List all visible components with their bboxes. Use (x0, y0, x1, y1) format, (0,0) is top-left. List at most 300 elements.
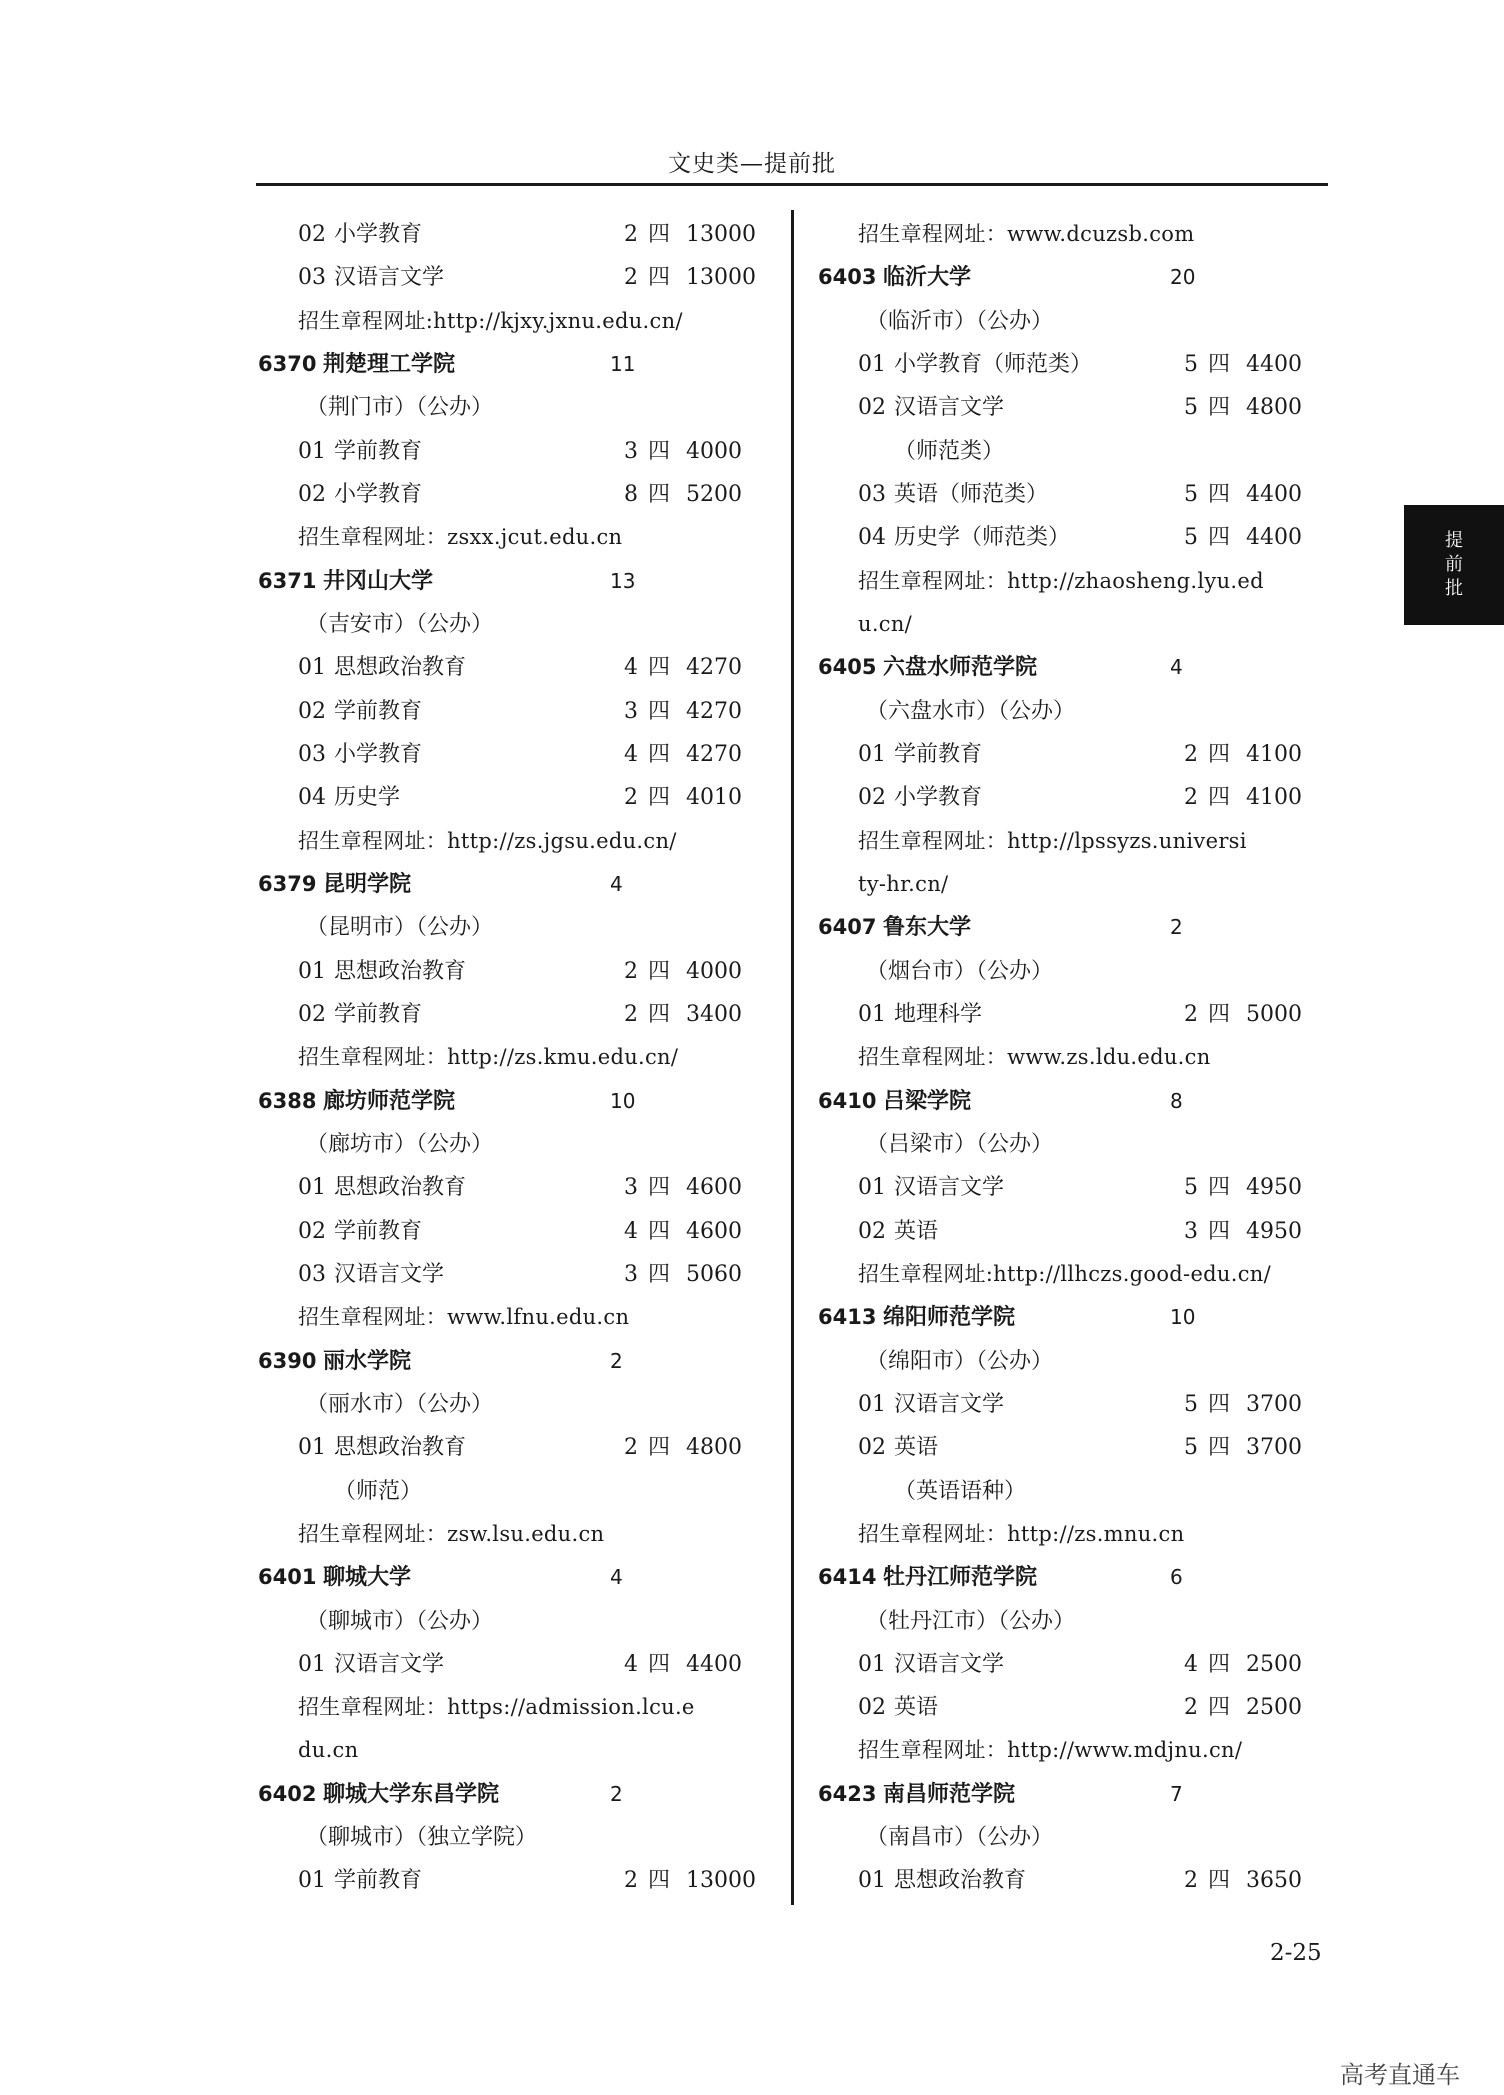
major-note-text: （师范类） (894, 438, 1005, 464)
school-entry (818, 256, 1328, 299)
major-row (258, 950, 763, 993)
section-side-tab (1404, 505, 1504, 625)
major-years: 四 (648, 1001, 671, 1027)
major-row (818, 343, 1328, 386)
admission-url (818, 560, 1328, 603)
major-note-text: （师范） (334, 1478, 423, 1504)
major-number: 01 (298, 655, 326, 681)
major-years: 四 (648, 958, 671, 984)
major-years: 四 (648, 785, 671, 811)
admission-url-text: 招生章程网址：zsxx.jcut.edu.cn (298, 525, 623, 550)
major-name: 汉语言文学 (894, 1651, 1005, 1677)
major-years: 四 (648, 481, 671, 507)
major-number: 01 (298, 1175, 326, 1201)
major-name: 学前教育 (334, 1868, 423, 1894)
school-entry (818, 1296, 1328, 1339)
major-years: 四 (648, 1218, 671, 1244)
major-name: 汉语言文学 (334, 265, 445, 291)
major-name: 学前教育 (334, 438, 423, 464)
school-entry (258, 560, 763, 603)
location-text: （廊坊市）（公办） (306, 1131, 494, 1157)
school-total-quota: 2 (1170, 915, 1183, 940)
school-name: 绵阳师范学院 (883, 1305, 1016, 1331)
admission-url-text: u.cn/ (858, 611, 913, 636)
major-years: 四 (648, 1261, 671, 1287)
school-name: 昆明学院 (323, 871, 412, 897)
major-fee: 5000 (1246, 1001, 1302, 1027)
major-quota: 5 (1184, 1175, 1198, 1201)
school-location (818, 1600, 1328, 1643)
school-location (818, 1816, 1328, 1859)
school-location (258, 1600, 763, 1643)
major-number: 03 (298, 265, 326, 291)
admission-url-text: 招生章程网址：http://zs.mnu.cn (858, 1521, 1185, 1546)
school-total-quota: 13 (610, 568, 636, 593)
major-quota: 8 (624, 481, 638, 507)
major-fee: 3700 (1246, 1391, 1302, 1417)
major-row (258, 1166, 763, 1209)
major-quota: 2 (1184, 1868, 1198, 1894)
school-location (818, 690, 1328, 733)
major-number: 01 (858, 1391, 886, 1417)
major-name: 学前教育 (334, 1001, 423, 1027)
major-row (818, 516, 1328, 559)
major-quota: 2 (624, 785, 638, 811)
major-fee: 4600 (686, 1175, 742, 1201)
school-code: 6402 (258, 1781, 317, 1806)
major-fee: 4270 (686, 655, 742, 681)
school-code: 6423 (818, 1781, 877, 1806)
admission-url-text: ty-hr.cn/ (858, 871, 949, 896)
major-row (818, 473, 1328, 516)
major-years: 四 (1208, 1695, 1231, 1721)
school-entry (258, 1080, 763, 1123)
school-code: 6403 (818, 265, 877, 290)
school-total-quota: 4 (610, 1565, 623, 1590)
school-total-quota: 7 (1170, 1781, 1183, 1806)
location-text: （绵阳市）（公办） (866, 1348, 1054, 1374)
major-fee: 13000 (686, 1868, 756, 1894)
major-years: 四 (648, 438, 671, 464)
major-row (258, 1643, 763, 1686)
major-fee: 4100 (1246, 741, 1302, 767)
school-total-quota: 4 (610, 871, 623, 896)
major-number: 02 (858, 785, 886, 811)
admission-url (818, 213, 1328, 256)
major-quota: 2 (1184, 741, 1198, 767)
location-text: （六盘水市）（公办） (866, 698, 1076, 724)
major-number: 01 (298, 1868, 326, 1894)
school-total-quota: 2 (610, 1781, 623, 1806)
admission-url (818, 1036, 1328, 1079)
school-name: 牡丹江师范学院 (883, 1565, 1038, 1591)
major-years: 四 (648, 741, 671, 767)
major-number: 01 (858, 741, 886, 767)
school-entry (258, 1773, 763, 1816)
major-quota: 2 (624, 222, 638, 247)
major-number: 01 (858, 1001, 886, 1027)
school-entry (258, 343, 763, 386)
major-row (258, 213, 763, 256)
school-name: 丽水学院 (323, 1348, 412, 1374)
major-fee: 4270 (686, 741, 742, 767)
major-years: 四 (1208, 1001, 1231, 1027)
major-fee: 3650 (1246, 1868, 1302, 1894)
major-name: 小学教育 (334, 222, 423, 247)
major-quota: 5 (1184, 1435, 1198, 1461)
school-total-quota: 20 (1170, 265, 1196, 290)
school-entry (258, 1340, 763, 1383)
school-name: 聊城大学东昌学院 (323, 1781, 500, 1807)
major-name: 英语 (894, 1435, 939, 1461)
school-total-quota: 11 (610, 351, 636, 376)
school-total-quota: 4 (1170, 655, 1183, 680)
major-quota: 2 (624, 1001, 638, 1027)
major-name: 历史学（师范类） (894, 525, 1071, 551)
major-years: 四 (648, 1175, 671, 1201)
location-text: （荆门市）（公办） (306, 395, 494, 421)
major-years: 四 (648, 1435, 671, 1461)
major-fee: 4400 (686, 1651, 742, 1677)
school-entry (818, 646, 1328, 689)
major-number: 02 (858, 1218, 886, 1244)
admission-url-text: 招生章程网址:http://kjxy.jxnu.edu.cn/ (298, 308, 683, 333)
major-fee: 2500 (1246, 1651, 1302, 1677)
school-name: 井冈山大学 (323, 568, 434, 594)
location-text: （昆明市）（公办） (306, 915, 494, 941)
major-number: 01 (858, 1175, 886, 1201)
major-row (258, 430, 763, 473)
admission-url-text: 招生章程网址：www.lfnu.edu.cn (298, 1305, 630, 1330)
major-fee: 4800 (1246, 395, 1302, 421)
location-text: （烟台市）（公办） (866, 958, 1054, 984)
major-years: 四 (1208, 1175, 1231, 1201)
major-name: 小学教育 (334, 741, 423, 767)
major-years: 四 (1208, 785, 1231, 811)
major-row (258, 776, 763, 819)
school-location (818, 300, 1328, 343)
major-quota: 4 (624, 1218, 638, 1244)
major-number: 02 (298, 481, 326, 507)
admission-url (818, 1253, 1328, 1296)
admission-url-text: 招生章程网址：http://zs.kmu.edu.cn/ (298, 1045, 679, 1070)
major-fee: 3400 (686, 1001, 742, 1027)
major-number: 04 (858, 525, 886, 551)
school-code: 6401 (258, 1565, 317, 1590)
location-text: （吉安市）（公办） (306, 611, 494, 637)
major-name: 思想政治教育 (334, 1435, 467, 1461)
major-name: 地理科学 (894, 1001, 983, 1027)
major-number: 02 (858, 1695, 886, 1721)
admission-url-continued (818, 603, 1328, 646)
school-name: 鲁东大学 (883, 915, 972, 941)
major-number: 01 (858, 1868, 886, 1894)
school-code: 6388 (258, 1088, 317, 1113)
major-number: 02 (298, 698, 326, 724)
major-fee: 4400 (1246, 481, 1302, 507)
school-location (258, 603, 763, 646)
school-location (818, 950, 1328, 993)
major-fee: 4100 (1246, 785, 1302, 811)
major-quota: 2 (624, 1435, 638, 1461)
major-row (258, 1210, 763, 1253)
major-name: 小学教育（师范类） (894, 351, 1093, 377)
school-entry (818, 1773, 1328, 1816)
major-fee: 4600 (686, 1218, 742, 1244)
major-row (818, 1686, 1328, 1729)
location-text: （丽水市）（公办） (306, 1391, 494, 1417)
major-row (818, 993, 1328, 1036)
school-code: 6390 (258, 1348, 317, 1373)
admission-url (258, 1296, 763, 1339)
major-row (258, 1253, 763, 1296)
school-code: 6410 (818, 1088, 877, 1113)
major-note-text: （英语语种） (894, 1478, 1027, 1504)
admission-url (818, 1729, 1328, 1772)
major-row (258, 993, 763, 1036)
admission-url (258, 516, 763, 559)
major-number: 02 (298, 222, 326, 247)
side-tab-char: 批 (1445, 578, 1463, 599)
major-note (258, 1470, 763, 1513)
major-name: 汉语言文学 (334, 1651, 445, 1677)
major-quota: 3 (624, 1175, 638, 1201)
school-location (818, 1340, 1328, 1383)
school-name: 六盘水师范学院 (883, 655, 1038, 681)
location-text: （聊城市）（公办） (306, 1608, 494, 1634)
major-number: 03 (298, 741, 326, 767)
major-fee: 4270 (686, 698, 742, 724)
major-years: 四 (1208, 1868, 1231, 1894)
major-quota: 3 (1184, 1218, 1198, 1244)
header-rule (256, 183, 1328, 186)
major-years: 四 (1208, 741, 1231, 767)
major-name: 汉语言文学 (894, 395, 1005, 421)
school-code: 6413 (818, 1305, 877, 1330)
major-name: 英语 (894, 1218, 939, 1244)
major-years: 四 (1208, 351, 1231, 377)
major-row (258, 646, 763, 689)
major-quota: 2 (1184, 1695, 1198, 1721)
major-row (818, 1643, 1328, 1686)
major-fee: 4950 (1246, 1175, 1302, 1201)
page-number: 2-25 (1270, 1940, 1322, 1966)
admission-url-text: du.cn (298, 1738, 359, 1763)
major-fee: 13000 (686, 265, 756, 291)
major-name: 汉语言文学 (334, 1261, 445, 1287)
major-fee: 13000 (686, 222, 756, 247)
major-quota: 2 (1184, 785, 1198, 811)
school-name: 荆楚理工学院 (323, 351, 456, 377)
major-fee: 3700 (1246, 1435, 1302, 1461)
location-text: （吕梁市）（公办） (866, 1131, 1054, 1157)
major-quota: 3 (624, 698, 638, 724)
major-years: 四 (1208, 1218, 1231, 1244)
major-years: 四 (1208, 1391, 1231, 1417)
major-row (818, 1859, 1328, 1902)
major-name: 历史学 (334, 785, 401, 811)
major-number: 01 (298, 1435, 326, 1461)
major-years: 四 (648, 698, 671, 724)
major-years: 四 (1208, 395, 1231, 421)
major-fee: 4800 (686, 1435, 742, 1461)
major-name: 学前教育 (334, 698, 423, 724)
major-name: 思想政治教育 (334, 655, 467, 681)
major-number: 01 (858, 351, 886, 377)
major-row (258, 690, 763, 733)
major-years: 四 (648, 1651, 671, 1677)
major-number: 01 (298, 958, 326, 984)
major-years: 四 (1208, 525, 1231, 551)
major-quota: 4 (624, 741, 638, 767)
major-years: 四 (1208, 481, 1231, 507)
admission-url-text: 招生章程网址：http://lpssyzs.universi (858, 828, 1247, 853)
major-fee: 4950 (1246, 1218, 1302, 1244)
location-text: （聊城市）（独立学院） (306, 1825, 538, 1851)
major-years: 四 (648, 265, 671, 291)
admission-url (258, 300, 763, 343)
school-total-quota: 6 (1170, 1565, 1183, 1590)
major-number: 02 (298, 1001, 326, 1027)
major-number: 02 (298, 1218, 326, 1244)
school-location (258, 1123, 763, 1166)
major-fee: 4400 (1246, 351, 1302, 377)
school-entry (258, 1556, 763, 1599)
admission-url-text: 招生章程网址：http://zhaosheng.lyu.ed (858, 568, 1264, 593)
school-code: 6407 (818, 915, 877, 940)
school-total-quota: 8 (1170, 1088, 1183, 1113)
major-row (818, 1210, 1328, 1253)
major-quota: 5 (1184, 351, 1198, 377)
school-name: 聊城大学 (323, 1565, 412, 1591)
major-fee: 4010 (686, 785, 742, 811)
major-quota: 4 (624, 655, 638, 681)
major-quota: 4 (1184, 1651, 1198, 1677)
major-row (258, 733, 763, 776)
admission-url-text: 招生章程网址：http://www.mdjnu.cn/ (858, 1738, 1243, 1763)
major-quota: 5 (1184, 1391, 1198, 1417)
location-text: （牡丹江市）（公办） (866, 1608, 1076, 1634)
major-quota: 5 (1184, 481, 1198, 507)
admission-url-text: 招生章程网址：http://zs.jgsu.edu.cn/ (298, 828, 677, 853)
major-name: 学前教育 (334, 1218, 423, 1244)
major-quota: 5 (1184, 395, 1198, 421)
major-quota: 3 (624, 1261, 638, 1287)
right-column (818, 213, 1328, 1903)
major-row (818, 776, 1328, 819)
major-number: 02 (858, 395, 886, 421)
school-location (818, 1123, 1328, 1166)
school-total-quota: 2 (610, 1348, 623, 1373)
school-name: 廊坊师范学院 (323, 1088, 456, 1114)
major-years: 四 (1208, 1435, 1231, 1461)
side-tab-char: 提 (1445, 530, 1463, 551)
major-row (258, 1426, 763, 1469)
school-total-quota: 10 (610, 1088, 636, 1113)
admission-url (818, 1513, 1328, 1556)
school-code: 6405 (818, 655, 877, 680)
major-row (818, 1426, 1328, 1469)
major-number: 03 (858, 481, 886, 507)
major-quota: 5 (1184, 525, 1198, 551)
major-quota: 4 (624, 1651, 638, 1677)
major-note (818, 1470, 1328, 1513)
major-name: 思想政治教育 (334, 1175, 467, 1201)
major-years: 四 (648, 222, 671, 247)
school-name: 临沂大学 (883, 265, 972, 291)
major-quota: 2 (624, 1868, 638, 1894)
admission-url-text: 招生章程网址:http://llhczs.good-edu.cn/ (858, 1261, 1271, 1286)
major-row (258, 256, 763, 299)
major-name: 英语 (894, 1695, 939, 1721)
school-location (258, 906, 763, 949)
admission-url (258, 1513, 763, 1556)
school-code: 6371 (258, 568, 317, 593)
location-text: （临沂市）（公办） (866, 308, 1054, 334)
major-name: 思想政治教育 (894, 1868, 1027, 1894)
major-years: 四 (1208, 1651, 1231, 1677)
watermark: 高考直通车 (1340, 2061, 1460, 2089)
major-quota: 3 (624, 438, 638, 464)
major-number: 01 (298, 1651, 326, 1677)
major-fee: 4000 (686, 958, 742, 984)
major-number: 02 (858, 1435, 886, 1461)
major-row (818, 733, 1328, 776)
school-code: 6414 (818, 1565, 877, 1590)
major-name: 小学教育 (334, 481, 423, 507)
major-number: 03 (298, 1261, 326, 1287)
admission-url-text: 招生章程网址：zsw.lsu.edu.cn (298, 1521, 605, 1546)
admission-url-continued (818, 863, 1328, 906)
major-row (258, 473, 763, 516)
major-row (818, 1166, 1328, 1209)
major-quota: 2 (624, 958, 638, 984)
major-note (818, 430, 1328, 473)
major-number: 01 (858, 1651, 886, 1677)
major-name: 英语（师范类） (894, 481, 1049, 507)
major-fee: 2500 (1246, 1695, 1302, 1721)
school-location (258, 1383, 763, 1426)
major-number: 01 (298, 438, 326, 464)
major-quota: 2 (1184, 1001, 1198, 1027)
major-years: 四 (648, 655, 671, 681)
admission-url-text: 招生章程网址：https://admission.lcu.e (298, 1695, 695, 1720)
admission-url (258, 1686, 763, 1729)
admission-url-continued (258, 1729, 763, 1772)
school-name: 吕梁学院 (883, 1088, 972, 1114)
school-name: 南昌师范学院 (883, 1781, 1016, 1807)
school-entry (258, 863, 763, 906)
major-row (818, 386, 1328, 429)
school-total-quota: 10 (1170, 1305, 1196, 1330)
school-entry (818, 1556, 1328, 1599)
major-fee: 4000 (686, 438, 742, 464)
major-years: 四 (648, 1868, 671, 1894)
location-text: （南昌市）（公办） (866, 1825, 1054, 1851)
page-header-title: 文史类—提前批 (668, 151, 836, 177)
major-name: 学前教育 (894, 741, 983, 767)
admission-url (818, 820, 1328, 863)
major-row (258, 1859, 763, 1902)
admission-url (258, 1036, 763, 1079)
column-divider (791, 210, 794, 1905)
school-location (258, 1816, 763, 1859)
major-row (818, 1383, 1328, 1426)
school-location (258, 386, 763, 429)
admission-url-text: 招生章程网址：www.dcuzsb.com (858, 222, 1195, 246)
school-code: 6379 (258, 871, 317, 896)
major-fee: 4400 (1246, 525, 1302, 551)
